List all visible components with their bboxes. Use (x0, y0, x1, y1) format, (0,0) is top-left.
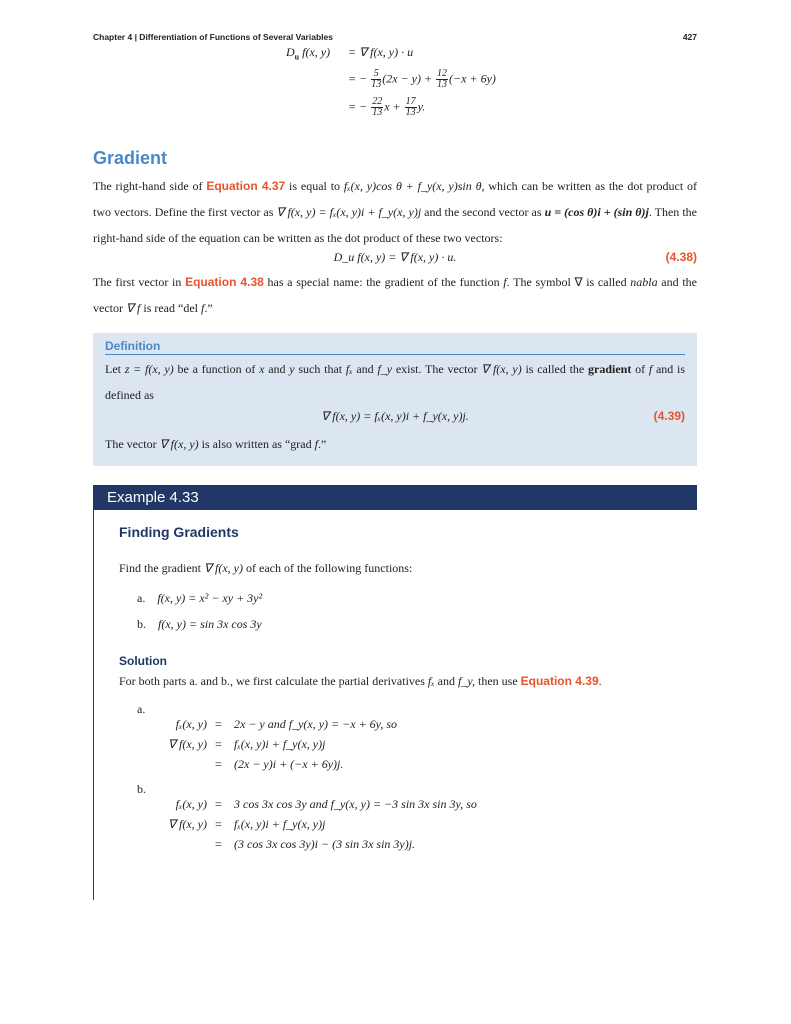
problem-item-a: a. f(x, y) = x² − xy + 3y² (137, 591, 263, 605)
equation-4-37-link[interactable]: Equation 4.37 (206, 179, 286, 193)
row-rhs: (2x − y)i + (−x + 6y)j. (234, 757, 344, 771)
definition-note: The vector ∇ f(x, y) is also written as “grad f.” (105, 437, 327, 451)
example-border (93, 510, 94, 900)
equation-number: (4.39) (653, 409, 685, 423)
solution-intro: For both parts a. and b., we first calculate the partial derivatives fₓ and f_y, then use Equation 4.39. (119, 674, 602, 688)
row-rhs: (3 cos 3x cos 3y)i − (3 sin 3x sin 3y)j. (234, 837, 416, 851)
definition-title: Definition (105, 339, 685, 355)
definition-text: Let z = f(x, y) be a function of x and y such that fₓ and f_y exist. The vector ∇ f(x, y) is called the gradient of f and is defined as (105, 362, 686, 402)
solution-title: Solution (119, 654, 167, 668)
part-label: b. (137, 782, 146, 796)
row-rhs: 2x − y and f_y(x, y) = −x + 6y, so (234, 717, 398, 731)
chapter-header: Chapter 4 | Differentiation of Functions of Several Variables (93, 32, 333, 42)
equation-line-1: = ∇ f(x, y) · u (348, 45, 414, 59)
equation-4-39: ∇ f(x, y) = fₓ(x, y)i + f_y(x, y)j. (4.39) (321, 409, 685, 423)
equation-lhs: $D_u$ f(x, y) (286, 45, 331, 62)
paragraph-gradient-intro: The right-hand side of Equation 4.37 is equal to fₓ(x, y)cos θ + f_y(x, y)sin θ, which can be written as the dot product of two vectors. Define the first vector as ∇ f(x, y) = fₓ(x, y)i + f_y(x, y)j and the second vector as u = (cos θ)i + (sin θ)j. Then the right-hand side of the equation can be written as the dot product of these two vectors: (93, 179, 697, 245)
equation-4-39-link[interactable]: Equation 4.39 (520, 674, 599, 688)
row-rhs: fₓ(x, y)i + f_y(x, y)j (234, 817, 326, 831)
section-title: Gradient (93, 148, 168, 168)
row-rhs: 3 cos 3x cos 3y and f_y(x, y) = −3 sin 3x sin 3y, so (234, 797, 477, 811)
row-eq: = (215, 837, 222, 851)
row-lhs: fₓ(x, y) (175, 717, 207, 731)
example-prompt: Find the gradient ∇ f(x, y) of each of the following functions: (119, 561, 413, 575)
part-label: a. (137, 702, 146, 716)
equation-line-3: = − $\frac{22}{13}$ x + $\frac{17}{13}$ y. (348, 96, 426, 118)
definition-box (93, 333, 697, 466)
row-lhs: fₓ(x, y) (175, 797, 207, 811)
equation-4-38-link[interactable]: Equation 4.38 (185, 275, 264, 289)
row-eq: = (215, 817, 222, 831)
page-number: 427 (682, 32, 697, 42)
row-eq: = (215, 737, 222, 751)
example-title: Finding Gradients (119, 524, 239, 540)
paragraph-gradient-name: The first vector in Equation 4.38 has a special name: the gradient of the function f. The symbol ∇ is called nabla and the vector ∇ f is read “del f.” (93, 275, 697, 315)
row-rhs: fₓ(x, y)i + f_y(x, y)j (234, 737, 326, 751)
example-header: Example 4.33 (93, 485, 697, 510)
equation-4-38: D_u f(x, y) = ∇ f(x, y) · u. (4.38) (333, 250, 697, 264)
row-lhs: ∇ f(x, y) (167, 817, 207, 831)
problem-item-b: b. f(x, y) = sin 3x cos 3y (137, 617, 262, 631)
row-eq: = (215, 717, 222, 731)
row-lhs: ∇ f(x, y) (167, 737, 207, 751)
row-eq: = (215, 797, 222, 811)
row-eq: = (215, 757, 222, 771)
equation-line-2: = − $\frac{5}{13}$ (2x − y) + $\frac{12}{13}$ (−x + 6y) (348, 68, 496, 90)
equation-number: (4.38) (665, 250, 697, 264)
